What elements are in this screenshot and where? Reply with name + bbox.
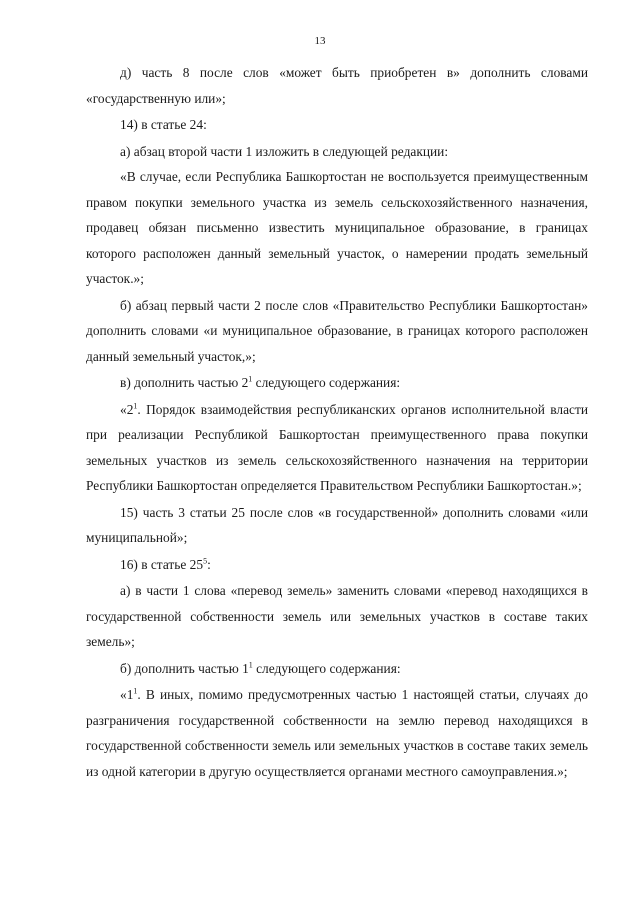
paragraph-amendment-b-2 [86,656,588,682]
superscript: 1 [248,660,253,670]
superscript: 1 [133,401,138,411]
paragraph-amendment-v [86,370,588,396]
text-segment: в) дополнить частью 2 [120,375,249,390]
paragraph-quote-3 [86,682,588,784]
superscript: 5 [203,556,208,566]
text-segment: б) дополнить частью 1 [120,660,249,676]
text-segment: : [207,556,211,572]
text-segment: следующего содержания: [252,660,401,676]
paragraph-item-16 [86,552,588,578]
text-segment: «1 [120,687,134,702]
text-segment: следующего содержания: [252,375,401,390]
paragraph-quote-2 [86,397,588,499]
paragraph-amendment-d: д) часть 8 после слов «может быть приобретен в» дополнить словами «государственную или»; [86,65,588,106]
page-number: 13 [314,35,326,47]
paragraph-amendment-a-2: а) в части 1 слова «перевод земель» заменить словами «перевод находящихся в государственной собственности земель или земельных участков в составе таких земель»; [86,583,588,649]
superscript: 1 [133,686,138,696]
superscript: 1 [248,374,253,384]
paragraph-article-24: 14) в статье 24: [120,117,207,132]
text-segment: 16) в статье 25 [120,556,204,572]
paragraph-quote-1: «В случае, если Республика Башкортостан не воспользуется преимущественным правом покупки земельного участка из земель сельскохозяйственного назначения, продавец обязан письменно известить муниципальное образование, в границах которого расположен данный земельный участок, о намерении продать земельный участок.»; [86,169,588,286]
paragraph-amendment-b: б) абзац первый части 2 после слов «Правительство Республики Башкортостан» дополнить словами «и муниципальное образование, в границах которого расположен данный земельный участок,»; [86,297,588,364]
text-segment: . Порядок взаимодействия республиканских органов исполнительной власти при реализации Республикой Башкортостан преимущественного права покупки земельных участков из земель сельскохозяйственного назначения на территории Республики Башкортостан определяется Правительством Республики Башкортостан.»; [86,401,588,493]
paragraph-item-15: 15) часть 3 статьи 25 после слов «в государственной» дополнить словами «или муниципальной»; [86,504,588,545]
text-segment: . В иных, помимо предусмотренных частью 1 настоящей статьи, случаях до разграничения государственной собственности на землю перевод находящихся в государственной собственности земель или земельных участков в составе таких земель из одной категории в другую осуществляется органами местного самоуправления.»; [86,687,588,779]
text-segment: «2 [120,401,134,417]
paragraph-amendment-a: а) абзац второй части 1 изложить в следующей редакции: [120,143,449,159]
document-body [86,60,588,784]
